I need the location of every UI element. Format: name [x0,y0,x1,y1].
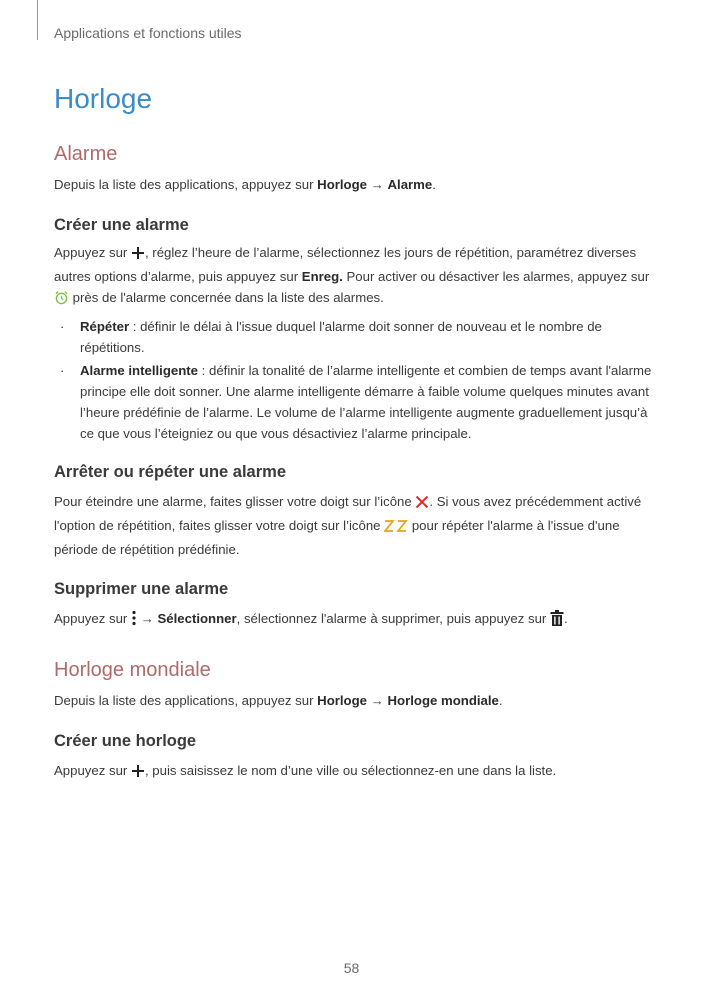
section-title-alarme: Alarme [54,143,118,165]
menu-path-horloge-mondiale: Horloge mondiale [387,693,499,708]
add-icon [131,763,145,784]
list-item-alarme-intelligente: · Alarme intelligente : définir la tonalité de l’alarme intelligente et combien de temps avant l'alarme principe elle doit sonner. Une alarme intelligente démarre à faible volume quelques minutes avant l’heure prédéfinie de l’alarme. Le volume de l’alarme intelligente augmente graduellement jusqu’à ce que vous l’éteigniez ou que vous désactiviez l’alarme principale. [60,363,652,441]
create-clock-paragraph: Appuyez sur , puis saisissez le nom d’une ville ou sélectionnez-en une dans la liste. [54,760,654,784]
subsection-title-delete-alarm: Supprimer une alarme [54,580,229,598]
add-icon [131,245,145,266]
menu-path-horloge: Horloge [317,693,367,708]
trash-icon [550,610,564,632]
close-icon [415,494,429,515]
create-alarm-paragraph: Appuyez sur , réglez l’heure de l’alarme, sélectionnez les jours de répétition, paramétrez diverses autres options d’alarme, puis appuyez sur Enreg. Pour activer ou désactiver les alarmes, appuyez sur près de l'alarme concernée dans la liste des alarmes. [54,242,654,311]
page-number: 58 [343,960,360,976]
alarm-clock-icon [54,290,69,311]
page-title: Horloge [54,83,153,114]
select-label: Sélectionner [157,611,237,626]
subsection-title-create-alarm: Créer une alarme [54,216,189,234]
running-header: Applications et fonctions utiles [54,25,242,41]
menu-path-horloge: Horloge [317,177,367,192]
subsection-title-stop-alarm: Arrêter ou répéter une alarme [54,463,287,481]
snooze-icon [384,518,408,539]
delete-alarm-paragraph: Appuyez sur → Sélectionner, sélectionnez l'alarme à supprimer, puis appuyez sur . [54,608,654,632]
save-label: Enreg. [301,269,343,284]
alarm-options-list [54,316,654,444]
section-title-horloge-mondiale: Horloge mondiale [54,659,211,681]
mondiale-intro: Depuis la liste des applications, appuyez sur Horloge → Horloge mondiale. [54,693,503,708]
list-item-repeter: · Répéter : définir le délai à l'issue duquel l'alarme doit sonner de nouveau et le nombre de répétitions. [60,319,602,355]
menu-path-alarme: Alarme [387,177,433,192]
page-content [54,80,654,784]
subsection-title-create-clock: Créer une horloge [54,732,197,750]
header-margin-line [37,0,38,40]
stop-alarm-paragraph: Pour éteindre une alarme, faites glisser votre doigt sur l’icône . Si vous avez précédemment activé l'option de répétition, faites glisser votre doigt sur l’icône pour répéter l'alarme à l'issue d'une période de répétition prédéfinie. [54,494,642,557]
alarme-intro: Depuis la liste des applications, appuyez sur Horloge → Alarme. [54,177,436,192]
